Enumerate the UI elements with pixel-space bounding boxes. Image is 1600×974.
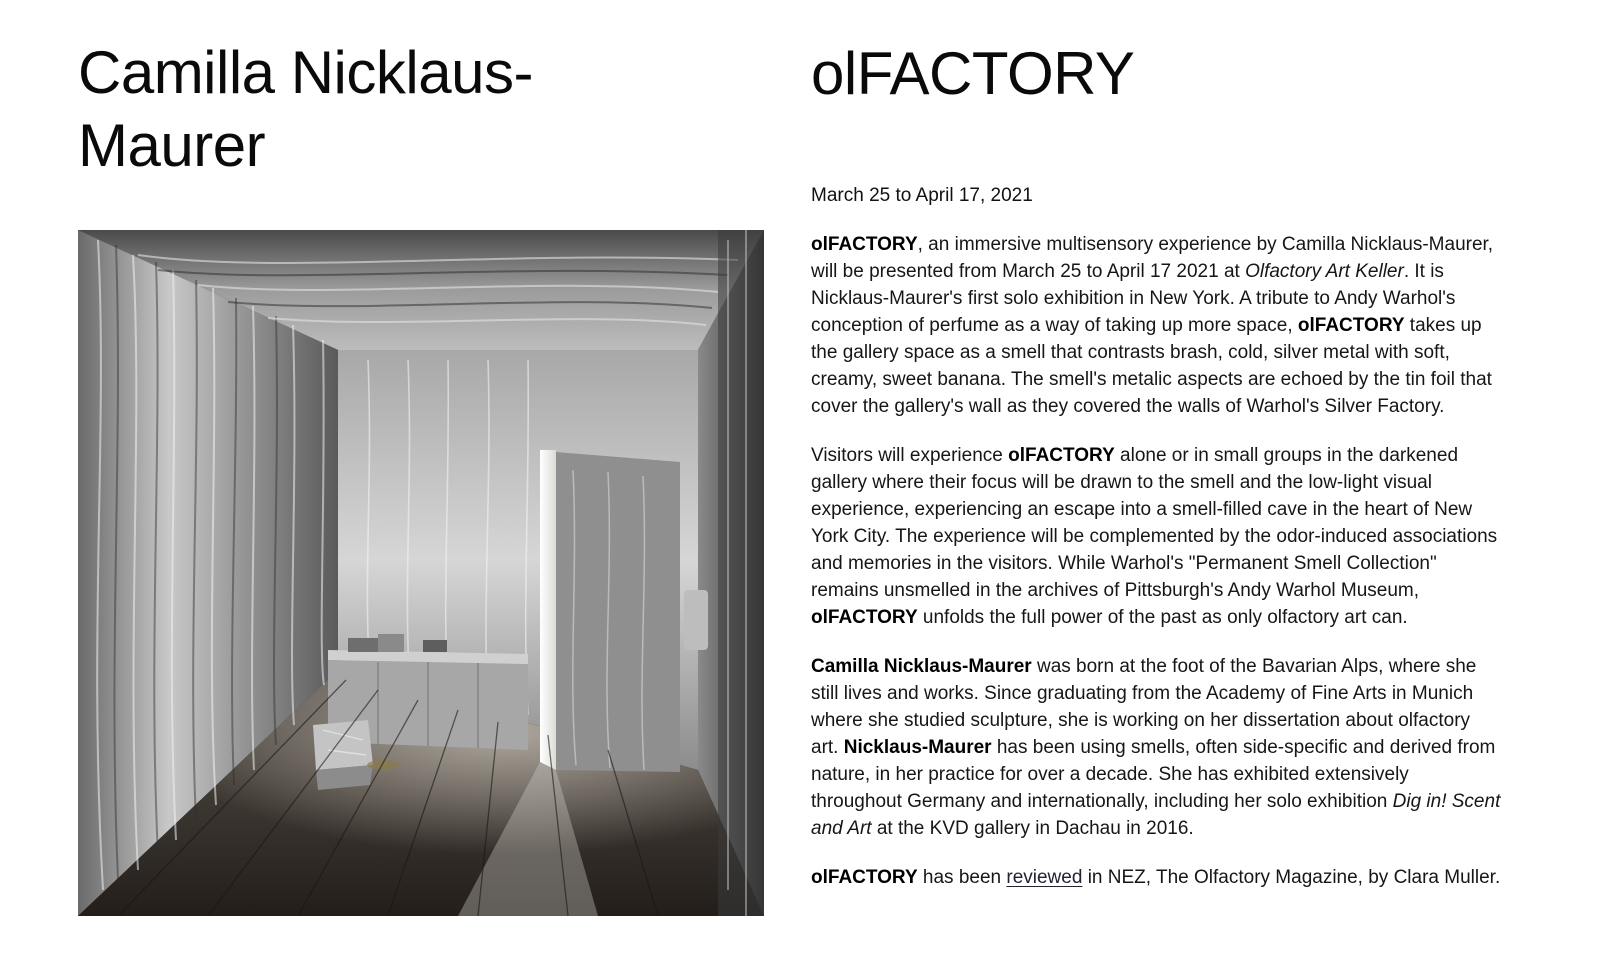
review-paragraph bbox=[811, 864, 1501, 891]
italic-exhibition-name: Dig in! Scent and Art bbox=[811, 791, 1501, 839]
exhibition-dates: March 25 to April 17, 2021 bbox=[811, 185, 1033, 206]
bold-title: olFACTORY bbox=[811, 607, 918, 628]
left-column bbox=[78, 36, 768, 182]
text-span: has been bbox=[917, 867, 1007, 888]
exhibition-photo bbox=[78, 230, 764, 916]
description-paragraph-2 bbox=[811, 442, 1501, 631]
bold-title: olFACTORY bbox=[811, 234, 918, 255]
exhibition-title: olFACTORY bbox=[811, 40, 1135, 107]
text-span: takes up the gallery space as a smell that contrasts brash, cold, silver metal with soft, creamy, sweet banana. The smell's metalic aspects are echoed by the tin foil that cover the gallery's wall as they covered the walls of Warhol's Silver Factory. bbox=[811, 315, 1492, 417]
bold-title: olFACTORY bbox=[1008, 445, 1115, 466]
text-span: alone or in small groups in the darkened gallery where their focus will be drawn to the smell and the low-light visual experience, experiencing an escape into a smell-filled cave in the heart of New York City. The experience will be complemented by the odor-induced associations and memories in the visitors. While Warhol's "Permanent Smell Collection" remains unsmelled in the archives of Pittsburgh's Andy Warhol Museum, bbox=[811, 445, 1498, 601]
foil-room-illustration bbox=[78, 230, 764, 916]
artist-name-heading: Camilla Nicklaus-Maurer bbox=[78, 39, 533, 179]
text-span: at the KVD gallery in Dachau in 2016. bbox=[871, 818, 1194, 839]
bold-artist-name: Nicklaus-Maurer bbox=[843, 737, 992, 758]
description-paragraph-1 bbox=[811, 231, 1501, 420]
bold-title: olFACTORY bbox=[1297, 315, 1405, 336]
right-column bbox=[811, 36, 1501, 891]
reviewed-link[interactable]: reviewed bbox=[1006, 867, 1083, 888]
text-span: in NEZ, The Olfactory Magazine, by Clara Muller. bbox=[1082, 867, 1501, 888]
italic-venue: Olfactory Art Keller bbox=[1245, 261, 1404, 282]
text-span: , an immersive multisensory experience by Camilla Nicklaus-Maurer, will be presented from March 25 to April 17 2021 at bbox=[811, 234, 1494, 282]
text-span: Visitors will experience bbox=[811, 445, 1009, 466]
text-span: . It is Nicklaus-Maurer's first solo exhibition in New York. A tribute to Andy Warhol's conception of perfume as a way of taking up more space, bbox=[811, 261, 1456, 336]
bold-title: olFACTORY bbox=[811, 867, 918, 888]
text-span: unfolds the full power of the past as only olfactory art can. bbox=[917, 607, 1408, 628]
text-span: was born at the foot of the Bavarian Alps, where she still lives and works. Since graduating from the Academy of Fine Arts in Munich where she studied sculpture, she is working on her dissertation about olfactory art. bbox=[811, 656, 1477, 758]
bold-artist-name: Camilla Nicklaus-Maurer bbox=[811, 656, 1032, 677]
text-span: has been using smells, often side-specific and derived from nature, in her practice for over a decade. She has exhibited extensively throughout Germany and internationally, including her solo exhibition bbox=[811, 737, 1496, 812]
artist-bio-paragraph bbox=[811, 653, 1501, 842]
